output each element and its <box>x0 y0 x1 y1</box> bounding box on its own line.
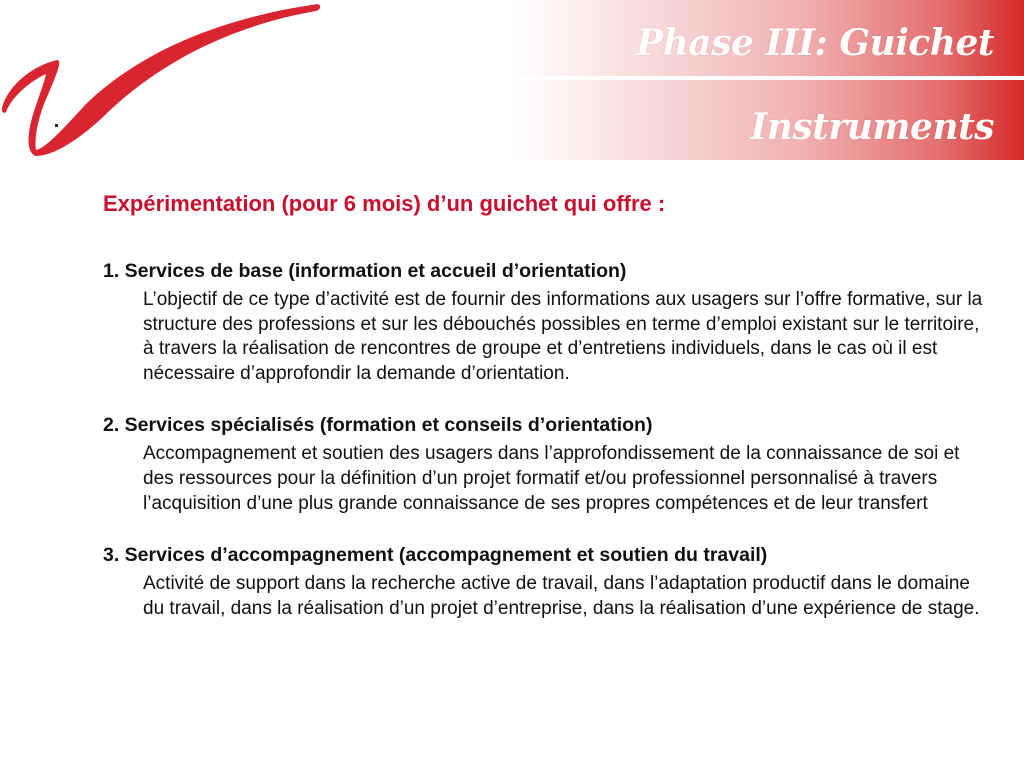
section-body: L’objectif de ce type d’activité est de fournir des informations aux usagers sur l’offre formative, sur la structure des professions et sur les débouchés possibles en terme d’emploi existant sur le territoire, à travers la réalisation de rencontres de groupe et d’entretiens individuels, dans le cas où il est nécessaire d’approfondir la demande d’orientation. <box>143 289 983 384</box>
section-heading: 1. Services de base (information et accueil d’orientation) <box>103 260 627 282</box>
section-heading: 2. Services spécialisés (formation et conseils d’orientation) <box>103 414 653 437</box>
section-services-accompagnement <box>103 542 983 621</box>
section-body: Accompagnement et soutien des usagers dans l’approfondissement de la connaissance de soi et des ressources pour la définition d’un projet formatif et/ou professionnel personnalisé à travers l’acquisition d’une plus grande connaissance de ses propres compétences et de leur transfert <box>143 443 960 514</box>
header-divider-top <box>520 76 1024 80</box>
section-services-specialises <box>103 412 983 516</box>
section-heading: 3. Services d’accompagnement (accompagnement et soutien du travail) <box>103 544 768 567</box>
slide-content <box>103 188 983 647</box>
page-title-line1: Phase III: Guichet <box>636 22 994 64</box>
logo-dot <box>55 124 58 127</box>
lead-statement: Expérimentation (pour 6 mois) d’un guichet qui offre : <box>103 191 666 216</box>
red-swoosh-v-icon <box>0 0 330 160</box>
header-divider-bottom <box>520 160 1024 166</box>
section-services-de-base <box>103 258 983 386</box>
section-body: Activité de support dans la recherche active de travail, dans l’adaptation productif dans le domaine du travail, dans la réalisation d’un projet d’entreprise, dans la réalisation d’une expérience de stage. <box>143 573 980 619</box>
page-title-line2: Instruments <box>750 106 994 148</box>
